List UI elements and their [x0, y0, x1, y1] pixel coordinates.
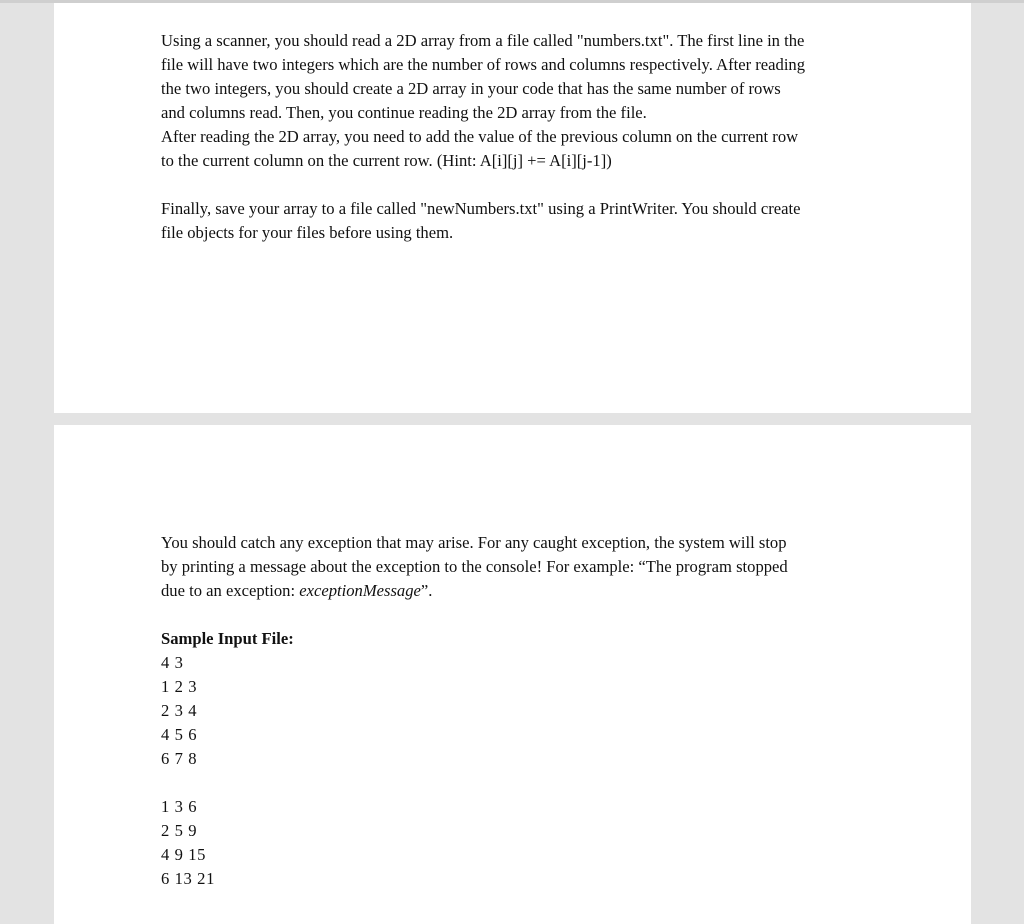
text-line — [161, 579, 866, 603]
text-line: Using a scanner, you should read a 2D array from a file called "numbers.txt". The first line in the — [161, 31, 805, 50]
text-fragment: due to an exception: — [161, 581, 300, 600]
closing-quote: ”. — [420, 581, 433, 600]
text-line: After reading the 2D array, you need to add the value of the previous column on the current row — [161, 127, 799, 146]
sample-output-line: 1 3 6 — [161, 797, 198, 816]
text-line: by printing a message about the exception to the console! For example: “The program stopped — [161, 557, 788, 576]
sample-output-line: 6 13 21 — [161, 869, 215, 888]
text-line: Finally, save your array to a file called "newNumbers.txt" using a PrintWriter. You should create — [161, 199, 801, 218]
section-gap — [161, 771, 866, 795]
document-page-2 — [54, 425, 971, 924]
text-line: and columns read. Then, you continue reading the 2D array from the file. — [161, 103, 647, 122]
text-line: to the current column on the current row. (Hint: A[i][j] += A[i][j-1]) — [161, 151, 612, 170]
text-line: You should catch any exception that may arise. For any caught exception, the system will stop — [161, 533, 787, 552]
text-line: file objects for your files before using them. — [161, 223, 454, 242]
sample-input-line: 2 3 4 — [161, 701, 198, 720]
text-line: file will have two integers which are the number of rows and columns respectively. After reading — [161, 55, 806, 74]
paragraph-gap — [161, 173, 866, 197]
text-line: the two integers, you should create a 2D array in your code that has the same number of rows — [161, 79, 781, 98]
sample-input-line: 4 5 6 — [161, 725, 198, 744]
sample-input-heading: Sample Input File: — [161, 629, 294, 648]
paragraph-gap — [161, 603, 866, 627]
sample-input-line: 1 2 3 — [161, 677, 198, 696]
sample-output-line: 2 5 9 — [161, 821, 198, 840]
document-page-1 — [54, 3, 971, 413]
sample-output-line: 4 9 15 — [161, 845, 207, 864]
exception-message-word: exceptionMessage — [299, 581, 421, 600]
sample-input-line: 6 7 8 — [161, 749, 198, 768]
instructions-block — [161, 29, 866, 245]
exception-block — [161, 531, 866, 891]
sample-input-line: 4 3 — [161, 653, 184, 672]
